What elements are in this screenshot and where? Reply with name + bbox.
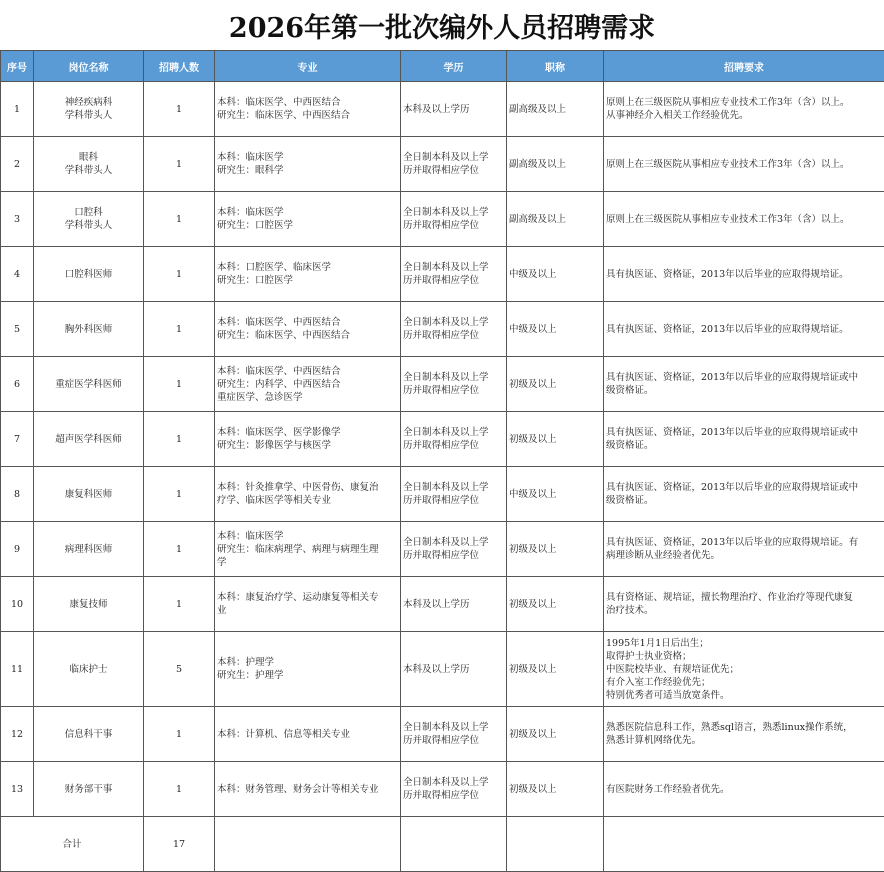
cell-requirements: [604, 137, 884, 192]
cell-title: 副高级及以上: [507, 137, 604, 192]
cell-line: 本科：口腔医学、临床医学: [217, 261, 398, 274]
cell-major: [215, 82, 401, 137]
cell-line: 具有执医证、资格证，2013年以后毕业的应取得规培证。有: [606, 536, 882, 549]
cell-line: 财务部干事: [36, 783, 141, 796]
total-row: [1, 817, 884, 872]
table-row: [1, 707, 884, 762]
cell-title: 初级及以上: [507, 632, 604, 707]
cell-title: 初级及以上: [507, 577, 604, 632]
cell-line: 本科：针灸推拿学、中医骨伤、康复治: [217, 481, 398, 494]
cell-line: 全日制本科及以上学: [403, 481, 504, 494]
cell-position: [34, 302, 144, 357]
cell-line: 历并取得相应学位: [403, 789, 504, 802]
cell-position: [34, 192, 144, 247]
cell-line: 全日制本科及以上学: [403, 776, 504, 789]
cell-title: 初级及以上: [507, 707, 604, 762]
cell-requirements: [604, 247, 884, 302]
cell-line: 从事神经介入相关工作经验优先。: [606, 109, 882, 122]
cell-line: 本科：临床医学、医学影像学: [217, 426, 398, 439]
header-requirements: 招聘要求: [604, 51, 884, 82]
cell-line: 全日制本科及以上学: [403, 721, 504, 734]
cell-line: 本科：临床医学、中西医结合: [217, 316, 398, 329]
cell-line: 具有资格证、规培证，擅长物理治疗、作业治疗等现代康复: [606, 591, 882, 604]
cell-line: 研究生：临床病理学、病理与病理生理: [217, 543, 398, 556]
table-row: [1, 137, 884, 192]
cell-count: 1: [144, 302, 215, 357]
empty-cell: [507, 817, 604, 872]
cell-major: [215, 302, 401, 357]
cell-requirements: [604, 412, 884, 467]
cell-line: 具有执医证、资格证，2013年以后毕业的应取得规培证或中: [606, 426, 882, 439]
cell-major: [215, 707, 401, 762]
recruitment-table: [0, 50, 884, 872]
cell-line: 历并取得相应学位: [403, 734, 504, 747]
table-row: [1, 762, 884, 817]
cell-count: 1: [144, 467, 215, 522]
cell-line: 历并取得相应学位: [403, 164, 504, 177]
cell-line: 研究生：口腔医学: [217, 219, 398, 232]
cell-requirements: [604, 82, 884, 137]
cell-line: 学: [217, 556, 398, 569]
cell-line: 全日制本科及以上学: [403, 316, 504, 329]
cell-count: 1: [144, 522, 215, 577]
cell-title: 初级及以上: [507, 357, 604, 412]
cell-line: 康复技师: [36, 598, 141, 611]
cell-education: [401, 302, 507, 357]
header-title: 职称: [507, 51, 604, 82]
cell-no: 3: [1, 192, 34, 247]
cell-title: 副高级及以上: [507, 82, 604, 137]
cell-line: 熟悉医院信息科工作，熟悉sql语言，熟悉linux操作系统，: [606, 721, 882, 734]
cell-line: 原则上在三级医院从事相应专业技术工作3年（含）以上。: [606, 96, 882, 109]
cell-education: [401, 357, 507, 412]
cell-line: 本科：康复治疗学、运动康复等相关专: [217, 591, 398, 604]
cell-line: 级资格证。: [606, 439, 882, 452]
cell-line: 全日制本科及以上学: [403, 536, 504, 549]
cell-line: 全日制本科及以上学: [403, 206, 504, 219]
cell-major: [215, 632, 401, 707]
cell-line: 本科：计算机、信息等相关专业: [217, 728, 398, 741]
table-row: [1, 632, 884, 707]
cell-line: 病理科医师: [36, 543, 141, 556]
cell-line: 研究生：口腔医学: [217, 274, 398, 287]
table-row: [1, 247, 884, 302]
cell-no: 12: [1, 707, 34, 762]
cell-requirements: [604, 192, 884, 247]
empty-cell: [401, 817, 507, 872]
table-row: [1, 467, 884, 522]
cell-title: 初级及以上: [507, 522, 604, 577]
cell-count: 1: [144, 192, 215, 247]
cell-education: [401, 192, 507, 247]
cell-line: 全日制本科及以上学: [403, 261, 504, 274]
cell-count: 5: [144, 632, 215, 707]
cell-no: 2: [1, 137, 34, 192]
table-row: [1, 82, 884, 137]
total-count: 17: [144, 817, 215, 872]
table-row: [1, 357, 884, 412]
cell-position: [34, 707, 144, 762]
cell-position: [34, 467, 144, 522]
table-row: [1, 577, 884, 632]
cell-line: 本科及以上学历: [403, 598, 504, 611]
cell-line: 本科：护理学: [217, 656, 398, 669]
cell-requirements: [604, 707, 884, 762]
cell-line: 历并取得相应学位: [403, 274, 504, 287]
cell-major: [215, 137, 401, 192]
cell-major: [215, 577, 401, 632]
cell-line: 历并取得相应学位: [403, 384, 504, 397]
cell-line: 全日制本科及以上学: [403, 151, 504, 164]
total-label: 合计: [1, 817, 144, 872]
page-title: 2026年第一批次编外人员招聘需求: [0, 0, 884, 50]
cell-position: [34, 577, 144, 632]
cell-line: 具有执医证、资格证，2013年以后毕业的应取得规培证或中: [606, 371, 882, 384]
cell-line: 级资格证。: [606, 384, 882, 397]
cell-title: 初级及以上: [507, 762, 604, 817]
cell-line: 信息科干事: [36, 728, 141, 741]
cell-requirements: [604, 762, 884, 817]
cell-count: 1: [144, 577, 215, 632]
cell-line: 学科带头人: [36, 219, 141, 232]
cell-line: 有介入室工作经验优先；: [606, 676, 882, 689]
cell-line: 康复科医师: [36, 488, 141, 501]
cell-requirements: [604, 467, 884, 522]
cell-major: [215, 192, 401, 247]
cell-position: [34, 357, 144, 412]
cell-major: [215, 522, 401, 577]
cell-no: 8: [1, 467, 34, 522]
cell-line: 原则上在三级医院从事相应专业技术工作3年（含）以上。: [606, 213, 882, 226]
cell-line: 重症医学、急诊医学: [217, 391, 398, 404]
cell-line: 超声医学科医师: [36, 433, 141, 446]
cell-position: [34, 82, 144, 137]
cell-line: 历并取得相应学位: [403, 219, 504, 232]
cell-education: [401, 577, 507, 632]
cell-line: 临床护士: [36, 663, 141, 676]
cell-count: 1: [144, 137, 215, 192]
cell-title: 中级及以上: [507, 247, 604, 302]
cell-position: [34, 762, 144, 817]
cell-count: 1: [144, 412, 215, 467]
cell-line: 胸外科医师: [36, 323, 141, 336]
cell-line: 本科：临床医学: [217, 530, 398, 543]
cell-line: 研究生：临床医学、中西医结合: [217, 329, 398, 342]
cell-position: [34, 412, 144, 467]
header-education: 学历: [401, 51, 507, 82]
cell-position: [34, 247, 144, 302]
cell-major: [215, 357, 401, 412]
cell-requirements: [604, 632, 884, 707]
cell-count: 1: [144, 82, 215, 137]
cell-education: [401, 137, 507, 192]
cell-line: 具有执医证、资格证，2013年以后毕业的应取得规培证或中: [606, 481, 882, 494]
cell-line: 口腔科: [36, 206, 141, 219]
cell-line: 学科带头人: [36, 109, 141, 122]
cell-title: 中级及以上: [507, 467, 604, 522]
cell-education: [401, 632, 507, 707]
cell-education: [401, 707, 507, 762]
cell-no: 5: [1, 302, 34, 357]
table-row: [1, 412, 884, 467]
cell-line: 具有执医证、资格证，2013年以后毕业的应取得规培证。: [606, 268, 882, 281]
cell-education: [401, 762, 507, 817]
cell-line: 历并取得相应学位: [403, 549, 504, 562]
cell-education: [401, 247, 507, 302]
cell-no: 4: [1, 247, 34, 302]
cell-no: 9: [1, 522, 34, 577]
cell-count: 1: [144, 762, 215, 817]
cell-line: 神经疾病科: [36, 96, 141, 109]
cell-line: 全日制本科及以上学: [403, 371, 504, 384]
cell-title: 初级及以上: [507, 412, 604, 467]
cell-title: 中级及以上: [507, 302, 604, 357]
cell-no: 13: [1, 762, 34, 817]
cell-no: 6: [1, 357, 34, 412]
cell-line: 研究生：影像医学与核医学: [217, 439, 398, 452]
cell-line: 治疗技术。: [606, 604, 882, 617]
cell-count: 1: [144, 707, 215, 762]
cell-count: 1: [144, 247, 215, 302]
cell-no: 7: [1, 412, 34, 467]
cell-line: 历并取得相应学位: [403, 439, 504, 452]
header-row: [1, 51, 884, 82]
cell-education: [401, 82, 507, 137]
cell-line: 研究生：临床医学、中西医结合: [217, 109, 398, 122]
cell-requirements: [604, 302, 884, 357]
cell-line: 研究生：内科学、中西医结合: [217, 378, 398, 391]
cell-line: 原则上在三级医院从事相应专业技术工作3年（含）以上。: [606, 158, 882, 171]
cell-line: 病理诊断从业经验者优先。: [606, 549, 882, 562]
cell-count: 1: [144, 357, 215, 412]
cell-line: 1995年1月1日后出生；: [606, 637, 882, 650]
table-row: [1, 192, 884, 247]
cell-line: 口腔科医师: [36, 268, 141, 281]
cell-position: [34, 137, 144, 192]
cell-line: 疗学、临床医学等相关专业: [217, 494, 398, 507]
cell-requirements: [604, 357, 884, 412]
cell-education: [401, 467, 507, 522]
cell-major: [215, 412, 401, 467]
cell-line: 本科：临床医学、中西医结合: [217, 365, 398, 378]
cell-line: 业: [217, 604, 398, 617]
cell-line: 取得护士执业资格；: [606, 650, 882, 663]
cell-line: 研究生：护理学: [217, 669, 398, 682]
cell-requirements: [604, 522, 884, 577]
cell-line: 级资格证。: [606, 494, 882, 507]
empty-cell: [215, 817, 401, 872]
table-row: [1, 522, 884, 577]
cell-line: 本科：临床医学: [217, 151, 398, 164]
cell-line: 重症医学科医师: [36, 378, 141, 391]
cell-line: 历并取得相应学位: [403, 329, 504, 342]
cell-line: 本科：财务管理、财务会计等相关专业: [217, 783, 398, 796]
cell-line: 眼科: [36, 151, 141, 164]
cell-education: [401, 522, 507, 577]
cell-line: 本科：临床医学、中西医结合: [217, 96, 398, 109]
cell-line: 历并取得相应学位: [403, 494, 504, 507]
cell-line: 具有执医证、资格证，2013年以后毕业的应取得规培证。: [606, 323, 882, 336]
cell-line: 中医院校毕业、有规培证优先；: [606, 663, 882, 676]
header-major: 专业: [215, 51, 401, 82]
cell-line: 熟悉计算机网络优先。: [606, 734, 882, 747]
cell-position: [34, 522, 144, 577]
cell-major: [215, 467, 401, 522]
cell-line: 学科带头人: [36, 164, 141, 177]
cell-major: [215, 247, 401, 302]
cell-major: [215, 762, 401, 817]
table-row: [1, 302, 884, 357]
cell-line: 有医院财务工作经验者优先。: [606, 783, 882, 796]
cell-line: 特别优秀者可适当放宽条件。: [606, 689, 882, 702]
cell-title: 副高级及以上: [507, 192, 604, 247]
cell-no: 1: [1, 82, 34, 137]
cell-line: 本科：临床医学: [217, 206, 398, 219]
header-count: 招聘人数: [144, 51, 215, 82]
cell-line: 全日制本科及以上学: [403, 426, 504, 439]
cell-line: 本科及以上学历: [403, 663, 504, 676]
cell-no: 10: [1, 577, 34, 632]
cell-line: 研究生：眼科学: [217, 164, 398, 177]
header-position: 岗位名称: [34, 51, 144, 82]
cell-position: [34, 632, 144, 707]
cell-line: 本科及以上学历: [403, 103, 504, 116]
cell-no: 11: [1, 632, 34, 707]
empty-cell: [604, 817, 884, 872]
cell-education: [401, 412, 507, 467]
cell-requirements: [604, 577, 884, 632]
header-no: 序号: [1, 51, 34, 82]
